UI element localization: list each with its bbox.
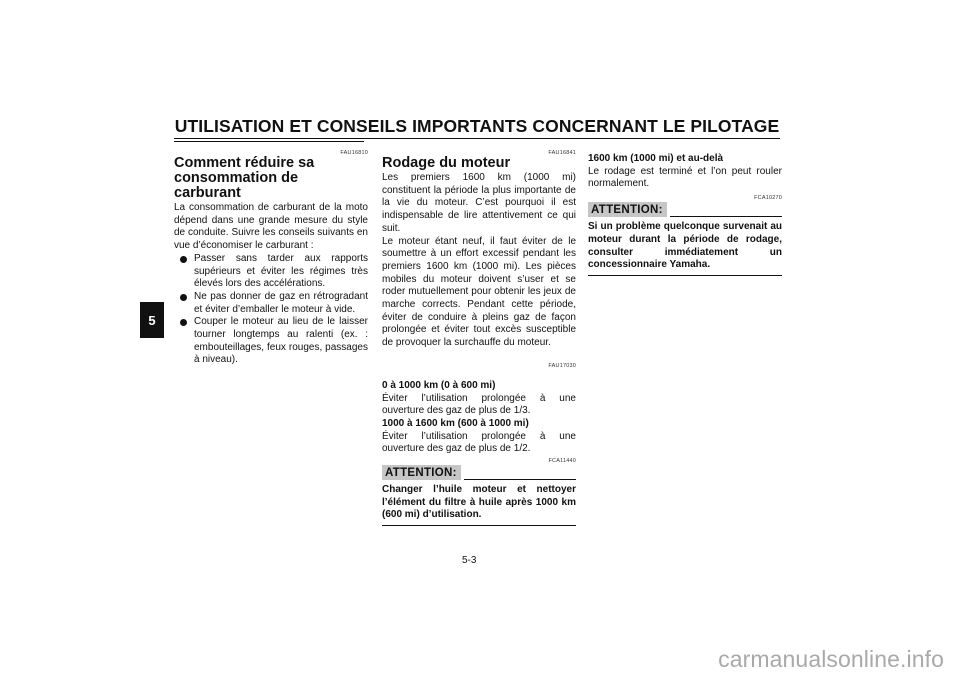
list-item: Couper le moteur au lieu de le laisser tourner longtemps au ralenti (ex. : embouteillages, feux rouges, passages à niveau). [194, 316, 368, 366]
caution-text: Si un problème quelconque survenait au moteur durant la période de rodage, consulter immédiatement un concessionnaire Yamaha. [588, 221, 782, 271]
subheading: 1600 km (1000 mi) et au-delà [588, 153, 724, 164]
watermark: carmanualsonline.info [718, 646, 944, 672]
section-heading-line2: consommation de carburant [174, 170, 299, 201]
chapter-tab: 5 [140, 302, 164, 338]
paragraph: Le moteur étant neuf, il faut éviter de le soumettre à un effort excessif pendant les premiers 1600 km (1000 mi). Les pièces mobiles du moteur doivent s’user et se roder mutuellement pour obtenir les jeux de marche corrects. Pendant cette période, éviter de conduire à pleins gaz de façon prolongée et éviter tout excès susceptible de provoquer la surchauffe du moteur. [382, 235, 576, 349]
tips-list [174, 253, 368, 367]
caution-header [588, 202, 782, 217]
subheading: 1000 à 1600 km (600 à 1000 mi) [382, 417, 529, 429]
caution-header [382, 465, 576, 480]
header-rule [174, 138, 780, 139]
header-rule-short [174, 141, 364, 142]
reference-code: FCA10270 [754, 195, 782, 202]
section-heading: Rodage du moteur [382, 155, 511, 171]
paragraph: Éviter l’utilisation prolongée à une ouverture des gaz de plus de 1/3. [382, 392, 576, 417]
intro-paragraph: La consommation de carburant de la moto dépend dans une grande mesure du style de conduite. Suivre les conseils suivants en vue d’économiser le carburant : [174, 202, 368, 252]
page-number: 5-3 [462, 555, 477, 566]
caution-rule [670, 216, 782, 217]
column-fuel-economy [174, 150, 368, 367]
reference-code: FCA11440 [548, 458, 576, 465]
paragraph: Le rodage est terminé et l’on peut rouler normalement. [588, 165, 782, 190]
caution-box [382, 480, 576, 526]
paragraph: Éviter l’utilisation prolongée à une ouverture des gaz de plus de 1/2. [382, 430, 576, 455]
caution-label: ATTENTION: [382, 465, 461, 480]
list-item: Passer sans tarder aux rapports supérieurs et éviter les régimes très élevés lors des accélérations. [194, 252, 368, 290]
caution-box [588, 217, 782, 276]
list-item: Ne pas donner de gaz en rétrogradant et éviter d’emballer le moteur à vide. [194, 290, 368, 315]
page-header-title: UTILISATION ET CONSEILS IMPORTANTS CONCERNANT LE PILOTAGE [174, 116, 780, 136]
caution-rule [464, 479, 576, 480]
subheading: 0 à 1000 km (0 à 600 mi) [382, 379, 496, 391]
caution-text: Changer l’huile moteur et nettoyer l’élément du filtre à huile après 1000 km (600 mi) d’utilisation. [382, 484, 576, 521]
column-engine-break-in [382, 150, 576, 526]
reference-code: FAU16841 [548, 150, 576, 156]
reference-code: FAU16810 [340, 150, 368, 156]
reference-code: FAU17030 [548, 362, 576, 369]
column-after-break-in [588, 150, 782, 276]
caution-label: ATTENTION: [588, 202, 667, 217]
section-heading-line1: Comment réduire sa [174, 155, 315, 171]
paragraph: Les premiers 1600 km (1000 mi) constituent la période la plus importante de la vie du moteur. C’est pourquoi il est indispensable de lire attentivement ce qui suit. [382, 172, 576, 234]
